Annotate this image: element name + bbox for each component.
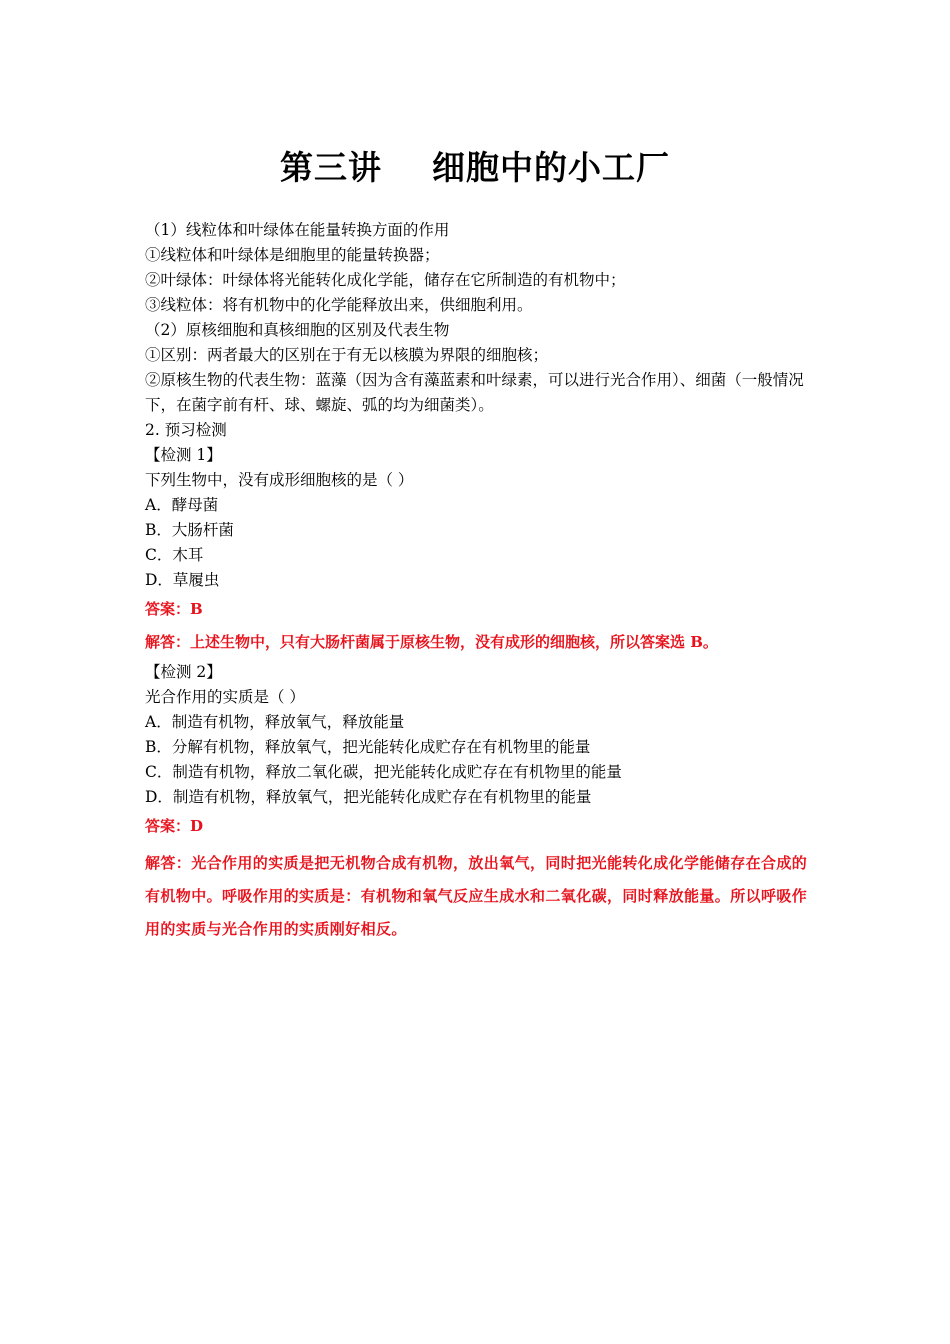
question-2 <box>145 660 815 946</box>
option-c: C．制造有机物，释放二氧化碳，把光能转化成贮存在有机物里的能量 <box>145 763 622 781</box>
option-a: A．酵母菌 <box>145 496 219 514</box>
preview-heading: 2. 预习检测 <box>145 421 227 439</box>
option-d: D．草履虫 <box>145 571 220 589</box>
list-item: ①线粒体和叶绿体是细胞里的能量转换器； <box>145 246 440 264</box>
list-item: ①区别：两者最大的区别在于有无以核膜为界限的细胞核； <box>145 346 549 364</box>
answer-text: 答案：B <box>145 600 203 618</box>
option-a: A．制造有机物，释放氧气，释放能量 <box>145 713 405 731</box>
question-tag: 【检测 2】 <box>145 663 222 681</box>
list-item: ②原核生物的代表生物：蓝藻（因为含有藻蓝素和叶绿素，可以进行光合作用）、细菌（一般情况下，在菌字前有杆、球、螺旋、弧的均为细菌类）。 <box>145 371 804 414</box>
question-1 <box>145 443 815 655</box>
list-item: ③线粒体：将有机物中的化学能释放出来，供细胞利用。 <box>145 296 533 314</box>
section-heading: （1）线粒体和叶绿体在能量转换方面的作用 <box>145 221 450 239</box>
option-c: C．木耳 <box>145 546 204 564</box>
option-d: D．制造有机物，释放氧气，把光能转化成贮存在有机物里的能量 <box>145 788 592 806</box>
section-cell-types <box>145 318 815 418</box>
page-title: 第三讲 细胞中的小工厂 <box>280 148 670 187</box>
answer-text: 答案：D <box>145 817 204 835</box>
list-item: ②叶绿体：叶绿体将光能转化成化学能，储存在它所制造的有机物中； <box>145 271 626 289</box>
explanation-text: 解答：上述生物中，只有大肠杆菌属于原核生物，没有成形的细胞核，所以答案选 B。 <box>145 633 718 651</box>
question-stem: 下列生物中，没有成形细胞核的是（ ） <box>145 471 414 489</box>
question-stem: 光合作用的实质是（ ） <box>145 688 305 706</box>
document-body <box>145 218 815 946</box>
explanation-text: 解答：光合作用的实质是把无机物合成有机物，放出氧气，同时把光能转化成化学能储存在合成的有机物中。呼吸作用的实质是：有机物和氧气反应生成水和二氧化碳，同时释放能量。所以呼吸作用的实质与光合作用的实质刚好相反。 <box>145 854 808 938</box>
section-heading: （2）原核细胞和真核细胞的区别及代表生物 <box>145 321 450 339</box>
section-organelles <box>145 218 815 318</box>
option-b: B．分解有机物，释放氧气，把光能转化成贮存在有机物里的能量 <box>145 738 591 756</box>
option-b: B．大肠杆菌 <box>145 521 234 539</box>
question-tag: 【检测 1】 <box>145 446 222 464</box>
